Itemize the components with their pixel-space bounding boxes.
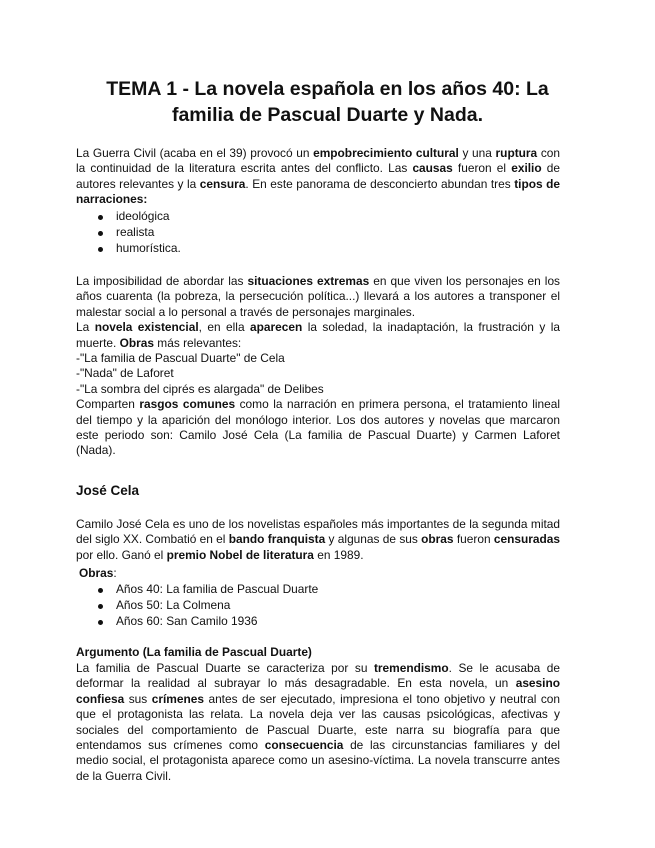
bold-term: tipos de narraciones: xyxy=(76,176,560,207)
list-item: realista xyxy=(76,225,560,241)
cela-works-list xyxy=(76,582,560,631)
bold-term: empobrecimiento cultural xyxy=(313,146,459,160)
bold-term: asesino confiesa xyxy=(76,676,560,706)
narration-types-list xyxy=(76,209,560,258)
bold-term: aparecen xyxy=(250,320,303,335)
list-item: humorística. xyxy=(76,241,560,257)
bold-term: exilio xyxy=(511,161,542,176)
list-item: Años 60: San Camilo 1936 xyxy=(76,614,560,630)
argument-heading: Argumento (La familia de Pascual Duarte) xyxy=(76,645,312,659)
bold-term: ruptura xyxy=(495,146,538,160)
title-line-1: TEMA 1 - La novela española en los años 40: La xyxy=(106,78,549,100)
bold-term: censura xyxy=(199,176,246,191)
list-item: ideológica xyxy=(76,209,560,225)
existential-section xyxy=(76,274,560,459)
page-title xyxy=(60,76,595,128)
list-item: Años 50: La Colmena xyxy=(76,598,560,614)
bold-term: novela existencial xyxy=(94,320,199,335)
work-line: -"La familia de Pascual Duarte" de Cela xyxy=(76,351,285,366)
work-line: -"Nada" de Laforet xyxy=(76,366,174,381)
bold-term: consecuencia xyxy=(264,738,344,753)
section-heading-cela: José Cela xyxy=(76,483,140,498)
bold-term: rasgos comunes xyxy=(139,397,236,412)
paragraph: La imposibilidad de abordar las situaciones extremas en que viven los personajes en los años cuarenta (la pobreza, la persecución política...) llevará a los autores a transponer el malestar social a lo personal a través de personajes marginales. xyxy=(76,274,561,319)
bold-term: premio Nobel de literatura xyxy=(166,547,314,562)
paragraph: La novela existencial, en ella aparecen la soledad, la inadaptación, la frustración y la muerte. Obras más relevantes: xyxy=(76,320,561,350)
intro-paragraph: La Guerra Civil (acaba en el 39) provocó un empobrecimiento cultural y una ruptura con la continuidad de la literatura escrita antes del conflicto. Las causas fueron el exilio de autores relevantes y la censura. En este panorama de desconcierto abundan tres tipos de narraciones: xyxy=(76,146,561,207)
title-line-2: familia de Pascual Duarte y Nada. xyxy=(171,104,484,126)
argument-paragraph: La familia de Pascual Duarte se caracteriza por su tremendismo. Se le acusaba de deformar la realidad al subrayar lo más desagradable. En esta novela, un asesino confiesa sus crímenes antes de ser ejecutado, impresiona el tono objetivo y neutral con que el protagonista las relata. La novela deja ver las causas psicológicas, afectivas y sociales del comportamiento de Pascual Duarte, este narra su biografía para que entendamos sus crímenes como consecuencia de las circunstancias familiares y del medio social, el protagonista aparece como un asesino-víctima. La novela transcurre antes de la Guerra Civil. xyxy=(76,661,561,783)
cela-works-label: Obras: xyxy=(79,566,117,580)
bold-term: causas xyxy=(412,161,453,176)
cela-paragraph: Camilo José Cela es uno de los novelistas españoles más importantes de la segunda mitad del siglo XX. Combatió en el bando franquista y algunas de sus obras fueron censuradas por ello. Ganó el premio Nobel de literatura en 1989. xyxy=(76,517,561,562)
bold-term: bando franquista xyxy=(228,532,326,547)
bold-term: situaciones extremas xyxy=(247,274,370,288)
bold-term: tremendismo xyxy=(373,661,449,675)
bold-term: crímenes xyxy=(151,691,204,706)
paragraph: Comparten rasgos comunes como la narración en primera persona, el tratamiento lineal del tiempo y la aparición del monólogo interior. Los dos autores y novelas que marcaron este periodo son: Camilo José Cela (La familia de Pascual Duarte) y Carmen Laforet (Nada). xyxy=(76,397,561,458)
work-line: -"La sombra del ciprés es alargada" de Delibes xyxy=(76,381,324,396)
bold-term: censuradas xyxy=(493,532,561,547)
bold-term: Obras xyxy=(119,335,154,350)
bold-term: obras xyxy=(421,532,454,547)
list-item: Años 40: La familia de Pascual Duarte xyxy=(76,582,560,598)
